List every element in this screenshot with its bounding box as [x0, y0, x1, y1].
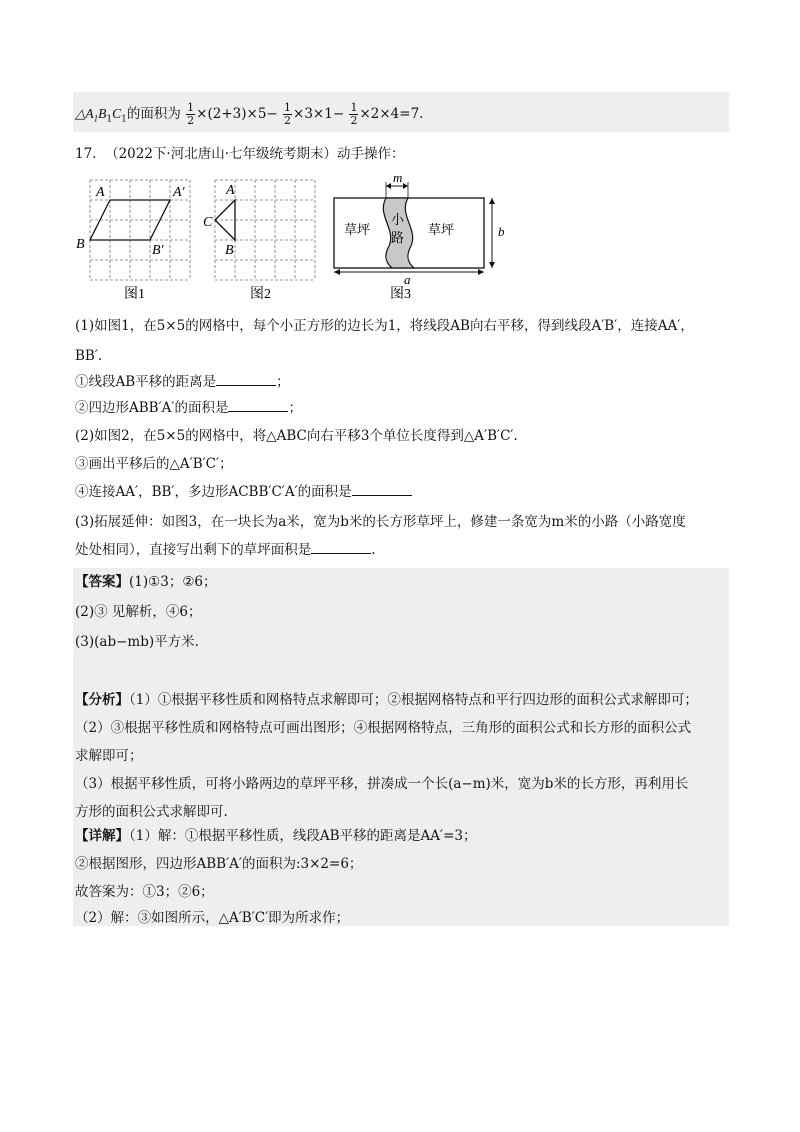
fig2-label-A: A	[226, 183, 235, 198]
q1-line: ①线段AB平移的距离是 ；	[75, 374, 290, 390]
fig1-label-A-prime: A′	[173, 185, 185, 200]
q1-blank	[216, 373, 276, 386]
q5-blank	[311, 541, 371, 554]
fig3-b: b	[498, 224, 505, 239]
fig1-label-A: A	[96, 185, 105, 200]
fig1-caption: 图1	[124, 287, 145, 302]
analysis-line2: （2）③根据平移性质和网格特点可画出图形；④根据网格特点，三角形的面积公式和长方形的面积公式	[75, 720, 692, 736]
fig2-label-B: B	[225, 243, 234, 258]
q4-line: ④连接AA′，BB′，多边形ACBB′C′A′的面积是	[75, 482, 412, 502]
answer-line1: 【答案】(1)①3；②6；	[75, 574, 217, 590]
q2-line: ②四边形ABB′A′的面积是 ；	[75, 400, 302, 416]
fig3-road-2: 路	[391, 230, 405, 245]
fig3-lawn-right: 草坪	[428, 222, 455, 237]
fig3-a: a	[404, 272, 411, 287]
part1-line2: BB′.	[75, 348, 103, 364]
answer-line2: (2)③ 见解析，④6；	[75, 604, 202, 620]
question-header: 17. （2022下·河北唐山·七年级统考期末）动手操作：	[75, 146, 405, 162]
figures	[0, 168, 800, 308]
analysis-line5: 方形的面积公式求解即可.	[75, 804, 228, 820]
analysis-line3: 求解即可；	[75, 748, 143, 764]
fig1-label-B: B	[76, 237, 85, 252]
detail-line4: （2）解：③如图所示，△A′B′C′即为所求作；	[75, 910, 350, 926]
triangle-area-line: $\triangle A_1B_1C_1$的面积为 $\frac{1}{2}$ ×(2+3)×5− $\frac{1}{2}$ ×3×1− $\frac{1}{2}$ ×2×4=7.	[75, 101, 424, 127]
part1-line1: (1)如图1，在5×5的网格中，每个小正方形的边长为1，将线段AB向右平移，得到线段A′B′，连接AA′，	[75, 318, 694, 334]
fig3-caption: 图3	[390, 287, 411, 302]
detail-line1: 【详解】（1）解：①根据平移性质，线段AB平移的距离是AA′=3；	[75, 828, 477, 844]
fig2-label-C: C	[203, 215, 213, 230]
q2-blank	[228, 399, 288, 412]
answer-line3: (3)(ab−mb)平方米.	[75, 634, 199, 650]
fraction-half: $\frac{1}{2}$	[187, 101, 195, 127]
analysis-line1: 【分析】（1）①根据平移性质和网格特点求解即可；②根据网格特点和平行四边形的面积公式求解即可；	[75, 692, 698, 708]
detail-line2: ②根据图形，四边形ABB′A′的面积为:3×2=6；	[75, 856, 363, 872]
detail-line3: 故答案为：①3；②6；	[75, 884, 214, 900]
part2-line: (2)如图2，在5×5的网格中，将△ABC向右平移3个单位长度得到△A′B′C′.	[75, 428, 518, 444]
fig1-label-B-prime: B′	[152, 243, 164, 258]
fraction-half: $\frac{1}{2}$	[284, 101, 292, 127]
analysis-line4: （3）根据平移性质，可将小路两边的草坪平移，拼凑成一个长(a−m)米，宽为b米的长方形，再利用长	[75, 776, 689, 792]
fig3-road-1: 小	[391, 212, 405, 227]
part3-line2: 处处相同），直接写出剩下的草坪面积是 .	[75, 542, 376, 558]
part3-line1: (3)拓展延伸：如图3，在一块长为a米，宽为b米的长方形草坪上，修建一条宽为m米的小路（小路宽度	[75, 514, 686, 530]
q3-line: ③画出平移后的△A′B′C′；	[75, 456, 233, 472]
fraction-half: $\frac{1}{2}$	[350, 101, 358, 127]
fig2-caption: 图2	[250, 287, 271, 302]
fig3-lawn-left: 草坪	[344, 222, 371, 237]
q4-blank	[352, 483, 412, 496]
fig3-m: m	[393, 170, 403, 185]
